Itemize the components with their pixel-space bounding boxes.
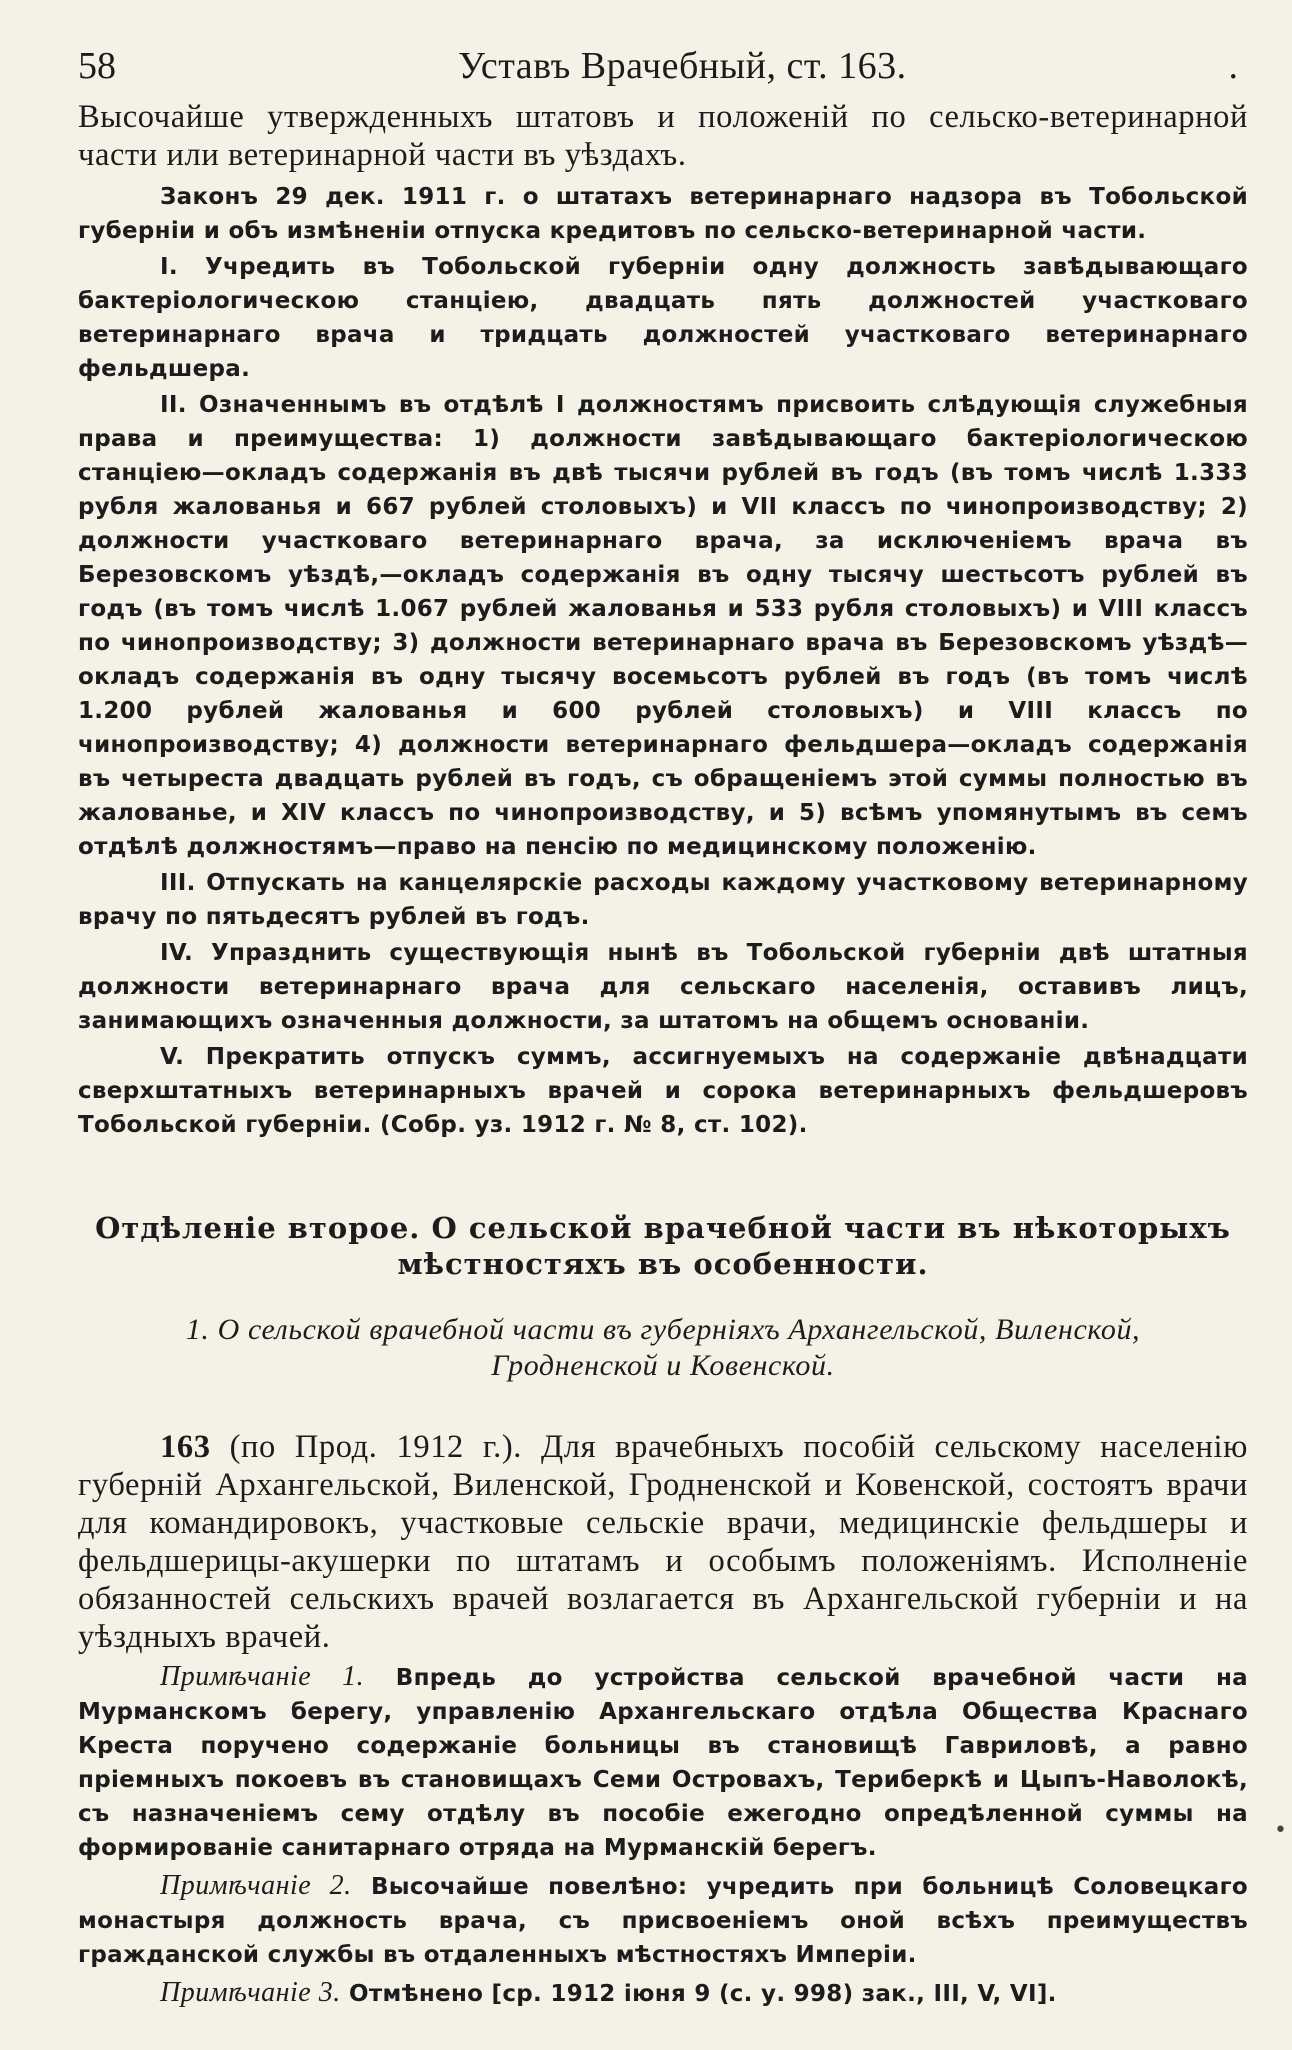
clause-v: V. Прекратить отпускъ суммъ, ассигнуемыхъ на содержаніе двѣнадцати сверхштатныхъ ветеринарныхъ врачей и сорока ветеринарныхъ фельдшеровъ Тобольской губерніи. (Собр. уз. 1912 г. № 8, ст. 102).	[78, 1044, 1248, 1138]
running-title: Уставъ Врачебный, ст. 163.	[458, 45, 907, 87]
opening-paragraph: Высочайше утвержденныхъ штатовъ и положеній по сельско-ветеринарной части или ветеринарной части въ уѣздахъ.	[78, 99, 1248, 173]
subsection-heading-line-2: Гродненской и Ковенской.	[491, 1349, 835, 1382]
note-2	[78, 1869, 1248, 1972]
note-1	[78, 1660, 1248, 1865]
note-2-text: Высочайше повелѣно: учредить при больницѣ Соловецкаго монастыря должность врача, съ присвоеніемъ оной всѣхъ преимуществъ гражданской службы въ отдаленныхъ мѣстностяхъ Имперіи.	[78, 1874, 1248, 1968]
note-2-label: Примѣчаніе 2.	[160, 1870, 352, 1901]
note-3-label: Примѣчаніе 3.	[160, 1977, 341, 2008]
clause-iv: IV. Упразднить существующія нынѣ въ Тобольской губерніи двѣ штатныя должности ветеринарнаго врача для сельскаго населенія, оставивъ лицъ, занимающихъ означенныя должности, за штатомъ на общемъ основаніи.	[78, 940, 1248, 1034]
article-number: 163	[160, 1429, 211, 1465]
section-heading	[78, 1210, 1248, 1282]
note-3-text: Отмѣнено [ср. 1912 іюня 9 (с. у. 998) зак., III, V, VI].	[349, 1981, 1057, 2007]
clause-ii: II. Означеннымъ въ отдѣлѣ I должностямъ присвоить слѣдующія служебныя права и преимущества: 1) должности завѣдывающаго бактеріологическою станціею—окладъ содержанія въ двѣ тысячи рублей въ годъ (въ томъ числѣ 1.333 рубля жалованья и 667 рублей столовыхъ) и VII классъ по чинопроизводству; 2) должности участковаго ветеринарнаго врача, за исключеніемъ врача въ Березовскомъ уѣздѣ,—окладъ содержанія въ одну тысячу шестьсотъ рублей въ годъ (въ томъ числѣ 1.067 рублей жалованья и 533 рубля столовыхъ) и VIII классъ по чинопроизводству; 3) должности ветеринарнаго врача въ Березовскомъ уѣздѣ—окладъ содержанія въ одну тысячу восемьсотъ рублей въ годъ (въ томъ числѣ 1.200 рублей жалованья и 600 рублей столовыхъ) и VIII классъ по чинопроизводству; 4) должности ветеринарнаго фельдшера—окладъ содержанія въ четыреста двадцать рублей въ годъ, съ обращеніемъ этой суммы полностью въ жалованье, и XIV классъ по чинопроизводству, и 5) всѣмъ упомянутымъ въ семъ отдѣлѣ должностямъ—право на пенсію по медицинскому положенію.	[78, 392, 1248, 860]
note-1-label: Примѣчаніе 1.	[160, 1661, 365, 1692]
margin-dot: •	[1274, 1818, 1287, 1843]
law-reference: Законъ 29 дек. 1911 г. о штатахъ ветеринарнаго надзора въ Тобольской губерніи и объ измѣненіи отпуска кредитовъ по сельско-ветеринарной части.	[78, 184, 1248, 244]
note-1-text: Впредь до устройства сельской врачебной части на Мурманскомъ берегу, управленію Архангельскаго отдѣла Общества Краснаго Креста поручено содержаніе больницы въ становищѣ Гавриловѣ, а равно пріемныхъ покоевъ въ становищахъ Семи Островахъ, Териберкѣ и Цыпъ-Наволокѣ, съ назначеніемъ сему отдѣлу въ пособіе ежегодно опредѣленной суммы на формированіе санитарнаго отряда на Мурманскій берегъ.	[78, 1665, 1248, 1861]
subsection-heading	[78, 1312, 1248, 1384]
section-heading-line-1: Отдѣленіе второе. О сельской врачебной части въ нѣкоторыхъ	[95, 1211, 1231, 1245]
clause-iii: III. Отпускать на канцелярскіе расходы каждому участковому ветеринарному врачу по пятьдесятъ рублей въ годъ.	[78, 870, 1248, 930]
running-head	[78, 38, 1248, 98]
article-163	[78, 1428, 1248, 1656]
document-page	[78, 38, 1248, 2011]
page-number: 58	[78, 45, 116, 87]
note-3	[78, 1976, 1248, 2011]
section-heading-line-2: мѣстностяхъ въ особенности.	[397, 1247, 929, 1281]
clause-i: I. Учредить въ Тобольской губерніи одну должность завѣдывающаго бактеріологическою станціею, двадцать пять должностей участковаго ветеринарнаго врача и тридцать должностей участковаго ветеринарнаго фельдшера.	[78, 254, 1248, 382]
article-text: (по Прод. 1912 г.). Для врачебныхъ пособій сельскому населенію губерній Архангельской, Виленской, Гродненской и Ковенской, состоятъ врачи для командировокъ, участковые сельскіе врачи, медицинскіе фельдшеры и фельдшерицы-акушерки по штатамъ и особымъ положеніямъ. Исполненіе обязанностей сельскихъ врачей возлагается въ Архангельской губерніи и на уѣздныхъ врачей.	[78, 1429, 1248, 1655]
subsection-heading-line-1: 1. О сельской врачебной части въ губерніяхъ Архангельской, Виленской,	[185, 1313, 1141, 1346]
header-mark: .	[1228, 45, 1238, 87]
